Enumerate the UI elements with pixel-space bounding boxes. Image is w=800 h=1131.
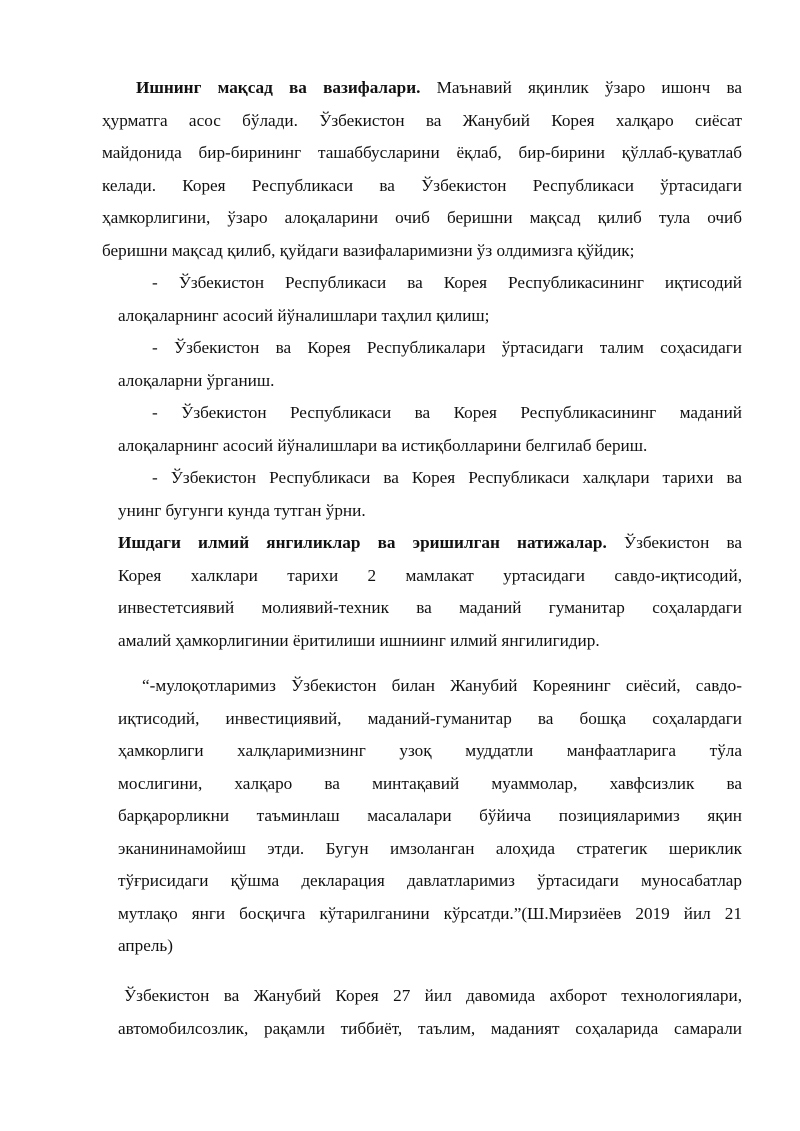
task-line: алоқаларни ўрганиш. bbox=[118, 370, 275, 390]
task-line: алоқаларнинг асосий йўналишлари таҳлил қилиш; bbox=[118, 305, 490, 325]
quote-line: тўғрисидаги қўшма декларация давлатларимиз ўртасидаги муносабатлар bbox=[118, 871, 742, 890]
paragraph-line: инвестетсиявий молиявий-техник ва маданий гуманитар соҳалардаги bbox=[118, 598, 742, 617]
quote-line: эканининамойиш этди. Бугун имзоланган алоҳида стратегик шериклик bbox=[118, 838, 742, 858]
quote-line: иқтисодий, инвестициявий, маданий-гуманитар ва бошқа соҳалардаги bbox=[118, 708, 742, 728]
quote-line: мутлақо янги босқичга кўтарилганини кўрсатди.”(Ш.Мирзиёев 2019 йил 21 bbox=[118, 903, 742, 923]
paragraph-line: Маънавий яқинлик ўзаро ишонч ва bbox=[420, 78, 742, 97]
paragraph-line: автомобилсозлик, рақамли тиббиёт, таълим, маданият соҳаларида самарали bbox=[118, 1018, 742, 1038]
paragraph-line: беришни мақсад қилиб, қуйдаги вазифаларимизни ўз олдимизга қўйдик; bbox=[102, 240, 635, 260]
task-line: - Ўзбекистон ва Корея Республикалари ўртасидаги талим соҳасидаги bbox=[152, 338, 742, 357]
quote-line: ҳамкорлиги халқларимизнинг узоқ муддатли манфаатларига тўла bbox=[118, 741, 742, 760]
section-novelty-heading: Ишдаги илмий янгиликлар ва эришилган натижалар. bbox=[118, 533, 607, 552]
paragraph-line: амалий ҳамкорлигинии ёритилиши ишниинг илмий янгилигидир. bbox=[118, 630, 600, 650]
quote-line: мослигини, халқаро ва минтақавий муаммолар, хавфсизлик ва bbox=[118, 773, 742, 793]
section-goals-heading: Ишнинг мақсад ва вазифалари. bbox=[136, 78, 421, 97]
paragraph-line: ҳамкорлигини, ўзаро алоқаларини очиб беришни мақсад қилиб тула очиб bbox=[102, 208, 742, 227]
task-line: - Ўзбекистон Республикаси ва Корея Республикасининг маданий bbox=[152, 403, 742, 422]
paragraph-line: ҳурматга асос бўлади. Ўзбекистон ва Жанубий Корея халқаро сиёсат bbox=[102, 110, 742, 130]
quote-line: барқарорликни таъминлаш масалалари бўйича позицияларимиз яқин bbox=[118, 806, 742, 825]
task-line: унинг бугунги кунда тутган ўрни. bbox=[118, 500, 366, 520]
task-line: - Ўзбекистон Республикаси ва Корея Республикасининг иқтисодий bbox=[152, 273, 742, 292]
paragraph-line: Ўзбекистон ва Жанубий Корея 27 йил давомида ахборот технологиялари, bbox=[124, 986, 742, 1005]
paragraph-line: Ўзбекистон ва bbox=[606, 533, 742, 552]
task-line: алоқаларнинг асосий йўналишлари ва истиқболларини белгилаб бериш. bbox=[118, 435, 648, 455]
task-line: - Ўзбекистон Республикаси ва Корея Республикаси халқлари тарихи ва bbox=[152, 468, 742, 487]
quote-line: “-мулоқотларимиз Ўзбекистон билан Жанубий Кореянинг сиёсий, савдо- bbox=[142, 676, 742, 695]
paragraph-line: келади. Корея Республикаси ва Ўзбекистон Республикаси ўртасидаги bbox=[102, 175, 742, 195]
paragraph-line: Корея халклари тарихи 2 мамлакат уртасидаги савдо-иқтисодий, bbox=[118, 565, 742, 585]
quote-line: апрель) bbox=[118, 936, 173, 955]
paragraph-line: майдонида бир-бирининг ташаббусларини ёқлаб, бир-бирини қўллаб-қуватлаб bbox=[102, 143, 742, 162]
